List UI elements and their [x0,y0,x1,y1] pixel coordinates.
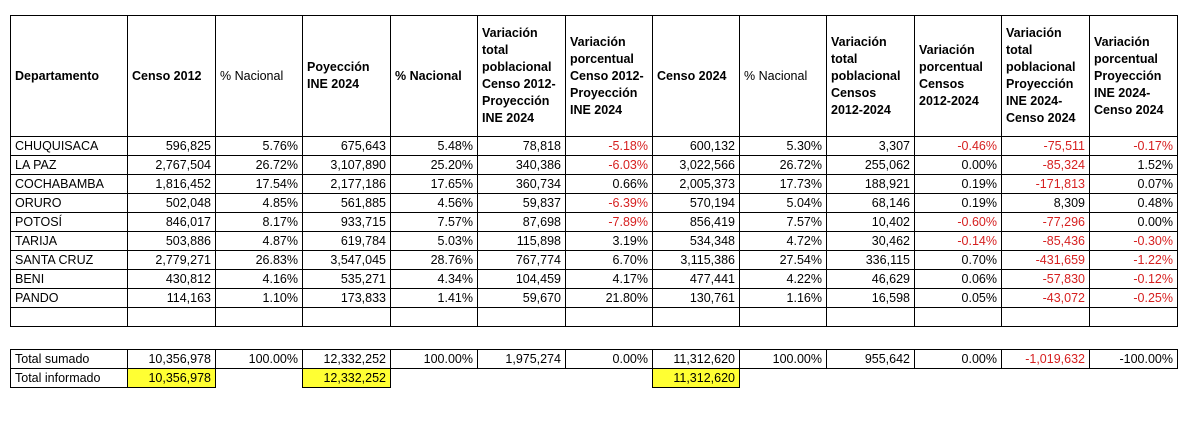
total-cell: 0.00% [915,350,1002,369]
table-cell: 0.66% [566,175,653,194]
table-cell: 2,779,271 [128,251,216,270]
table-cell: 3.19% [566,232,653,251]
table-cell: 502,048 [128,194,216,213]
table-cell: 4.22% [740,270,827,289]
table-row [11,232,1178,251]
column-header: Variación total poblacional Proyección INE 2024-Censo 2024 [1002,16,1090,137]
total-informado-censo-2024: 11,312,620 [653,369,740,388]
table-cell: 3,307 [827,137,915,156]
total-cell: 100.00% [740,350,827,369]
department-name: BENI [11,270,128,289]
table-cell: 570,194 [653,194,740,213]
table-cell: 7.57% [740,213,827,232]
table-cell: 87,698 [478,213,566,232]
column-header: Censo 2024 [653,16,740,137]
empty-cell [915,369,1002,388]
table-cell: 10,402 [827,213,915,232]
table-cell: 477,441 [653,270,740,289]
table-row [11,251,1178,270]
table-cell: -85,324 [1002,156,1090,175]
table-cell: 933,715 [303,213,391,232]
table-cell: 26.72% [216,156,303,175]
table-cell: 26.72% [740,156,827,175]
total-cell: 100.00% [216,350,303,369]
column-header: Censo 2012 [128,16,216,137]
empty-cell [1090,369,1178,388]
table-cell: 3,022,566 [653,156,740,175]
table-cell: -0.12% [1090,270,1178,289]
empty-cell [827,308,915,327]
department-name: TARIJA [11,232,128,251]
empty-cell [128,308,216,327]
empty-cell [827,369,915,388]
column-header: Variación porcentual Proyección INE 2024-Censo 2024 [1090,16,1178,137]
table-cell: 46,629 [827,270,915,289]
table-cell: 130,761 [653,289,740,308]
table-row [11,175,1178,194]
table-cell: 3,107,890 [303,156,391,175]
table-cell: 846,017 [128,213,216,232]
table-row [11,156,1178,175]
table-cell: 114,163 [128,289,216,308]
total-cell: 10,356,978 [128,350,216,369]
table-row [11,194,1178,213]
table-cell: 104,459 [478,270,566,289]
empty-cell [303,308,391,327]
table-cell: 1.16% [740,289,827,308]
table-cell: 3,115,386 [653,251,740,270]
table-cell: 856,419 [653,213,740,232]
table-cell: -1.22% [1090,251,1178,270]
total-cell: 1,975,274 [478,350,566,369]
table-cell: 2,767,504 [128,156,216,175]
table-cell: 1.52% [1090,156,1178,175]
empty-cell [478,369,566,388]
table-row [11,137,1178,156]
department-name: LA PAZ [11,156,128,175]
table-cell: 26.83% [216,251,303,270]
table-cell: 2,177,186 [303,175,391,194]
table-cell: 6.70% [566,251,653,270]
table-cell: -5.18% [566,137,653,156]
table-row [11,289,1178,308]
total-sumado-row [11,350,1178,369]
table-cell: -0.30% [1090,232,1178,251]
table-cell: 767,774 [478,251,566,270]
table-cell: 675,643 [303,137,391,156]
table-cell: -75,511 [1002,137,1090,156]
department-name: POTOSÍ [11,213,128,232]
table-cell: 0.00% [1090,213,1178,232]
empty-cell [11,308,128,327]
table-cell: 0.19% [915,175,1002,194]
table-cell: 27.54% [740,251,827,270]
total-informado-censo-2012: 10,356,978 [128,369,216,388]
table-cell: 535,271 [303,270,391,289]
table-cell: -171,813 [1002,175,1090,194]
table-cell: 17.54% [216,175,303,194]
table-cell: -0.60% [915,213,1002,232]
table-cell: 5.76% [216,137,303,156]
table-cell: 4.85% [216,194,303,213]
table-cell: 8,309 [1002,194,1090,213]
table-cell: 7.57% [391,213,478,232]
table-cell: 28.76% [391,251,478,270]
column-header: Variación total poblacional Censo 2012-Proyección INE 2024 [478,16,566,137]
table-cell: 1,816,452 [128,175,216,194]
column-header: Poyección INE 2024 [303,16,391,137]
column-header: % Nacional [391,16,478,137]
department-name: CHUQUISACA [11,137,128,156]
empty-cell [216,369,303,388]
table-cell: 4.17% [566,270,653,289]
table-cell: 115,898 [478,232,566,251]
header-row [11,16,1178,137]
table-cell: 4.87% [216,232,303,251]
table-cell: 59,670 [478,289,566,308]
table-row [11,270,1178,289]
table-cell: 5.48% [391,137,478,156]
table-cell: 596,825 [128,137,216,156]
table-cell: 8.17% [216,213,303,232]
total-informado-proyeccion-2024: 12,332,252 [303,369,391,388]
table-cell: 68,146 [827,194,915,213]
total-cell: 100.00% [391,350,478,369]
empty-cell [566,308,653,327]
column-header: Variación total poblacional Censos 2012-2024 [827,16,915,137]
table-cell: 188,921 [827,175,915,194]
table-cell: 5.30% [740,137,827,156]
table-cell: 561,885 [303,194,391,213]
table-cell: -85,436 [1002,232,1090,251]
total-informado-label: Total informado [11,369,128,388]
table-cell: 21.80% [566,289,653,308]
table-cell: 59,837 [478,194,566,213]
empty-cell [566,369,653,388]
table-cell: 17.65% [391,175,478,194]
table-cell: 534,348 [653,232,740,251]
table-cell: 0.70% [915,251,1002,270]
table-cell: -77,296 [1002,213,1090,232]
table-cell: -431,659 [1002,251,1090,270]
table-cell: 600,132 [653,137,740,156]
totals-table [10,349,1178,388]
table-cell: 17.73% [740,175,827,194]
column-header: Variación porcentual Censo 2012-Proyección INE 2024 [566,16,653,137]
table-cell: -0.46% [915,137,1002,156]
table-body [11,16,1178,327]
table-cell: 1.10% [216,289,303,308]
table-cell: -0.17% [1090,137,1178,156]
empty-cell [216,308,303,327]
table-cell: 0.00% [915,156,1002,175]
empty-cell [740,369,827,388]
table-cell: 0.06% [915,270,1002,289]
empty-cell [1090,308,1178,327]
total-cell: -100.00% [1090,350,1178,369]
table-cell: 5.03% [391,232,478,251]
table-cell: -0.25% [1090,289,1178,308]
column-header: Departamento [11,16,128,137]
table-cell: 503,886 [128,232,216,251]
table-cell: 360,734 [478,175,566,194]
table-cell: 0.07% [1090,175,1178,194]
table-cell: 3,547,045 [303,251,391,270]
total-sumado-label: Total sumado [11,350,128,369]
table-cell: 4.56% [391,194,478,213]
table-cell: 4.16% [216,270,303,289]
table-row [11,213,1178,232]
table-cell: 619,784 [303,232,391,251]
table-cell: 2,005,373 [653,175,740,194]
total-cell: 11,312,620 [653,350,740,369]
table-cell: 340,386 [478,156,566,175]
total-cell: 0.00% [566,350,653,369]
total-cell: 12,332,252 [303,350,391,369]
empty-cell [915,308,1002,327]
total-informado-row [11,369,1178,388]
empty-cell [478,308,566,327]
table-cell: 1.41% [391,289,478,308]
table-cell: 0.19% [915,194,1002,213]
table-cell: 0.48% [1090,194,1178,213]
table-cell: 16,598 [827,289,915,308]
table-cell: -6.03% [566,156,653,175]
table-cell: -57,830 [1002,270,1090,289]
empty-cell [740,308,827,327]
empty-cell [1002,369,1090,388]
department-name: COCHABAMBA [11,175,128,194]
table-cell: 430,812 [128,270,216,289]
population-table [10,15,1178,327]
department-name: PANDO [11,289,128,308]
table-cell: 78,818 [478,137,566,156]
table-cell: 25.20% [391,156,478,175]
table-cell: 4.34% [391,270,478,289]
column-header: Variación porcentual Censos 2012-2024 [915,16,1002,137]
empty-row [11,308,1178,327]
table-cell: -7.89% [566,213,653,232]
department-name: ORURO [11,194,128,213]
empty-cell [1002,308,1090,327]
total-cell: -1,019,632 [1002,350,1090,369]
table-cell: 173,833 [303,289,391,308]
table-cell: 30,462 [827,232,915,251]
table-cell: -43,072 [1002,289,1090,308]
column-header: % Nacional [740,16,827,137]
column-header: % Nacional [216,16,303,137]
total-cell: 955,642 [827,350,915,369]
table-cell: 5.04% [740,194,827,213]
department-name: SANTA CRUZ [11,251,128,270]
empty-cell [391,308,478,327]
empty-cell [653,308,740,327]
table-cell: -6.39% [566,194,653,213]
empty-cell [391,369,478,388]
table-cell: 336,115 [827,251,915,270]
table-cell: 255,062 [827,156,915,175]
table-cell: 0.05% [915,289,1002,308]
table-cell: -0.14% [915,232,1002,251]
table-cell: 4.72% [740,232,827,251]
